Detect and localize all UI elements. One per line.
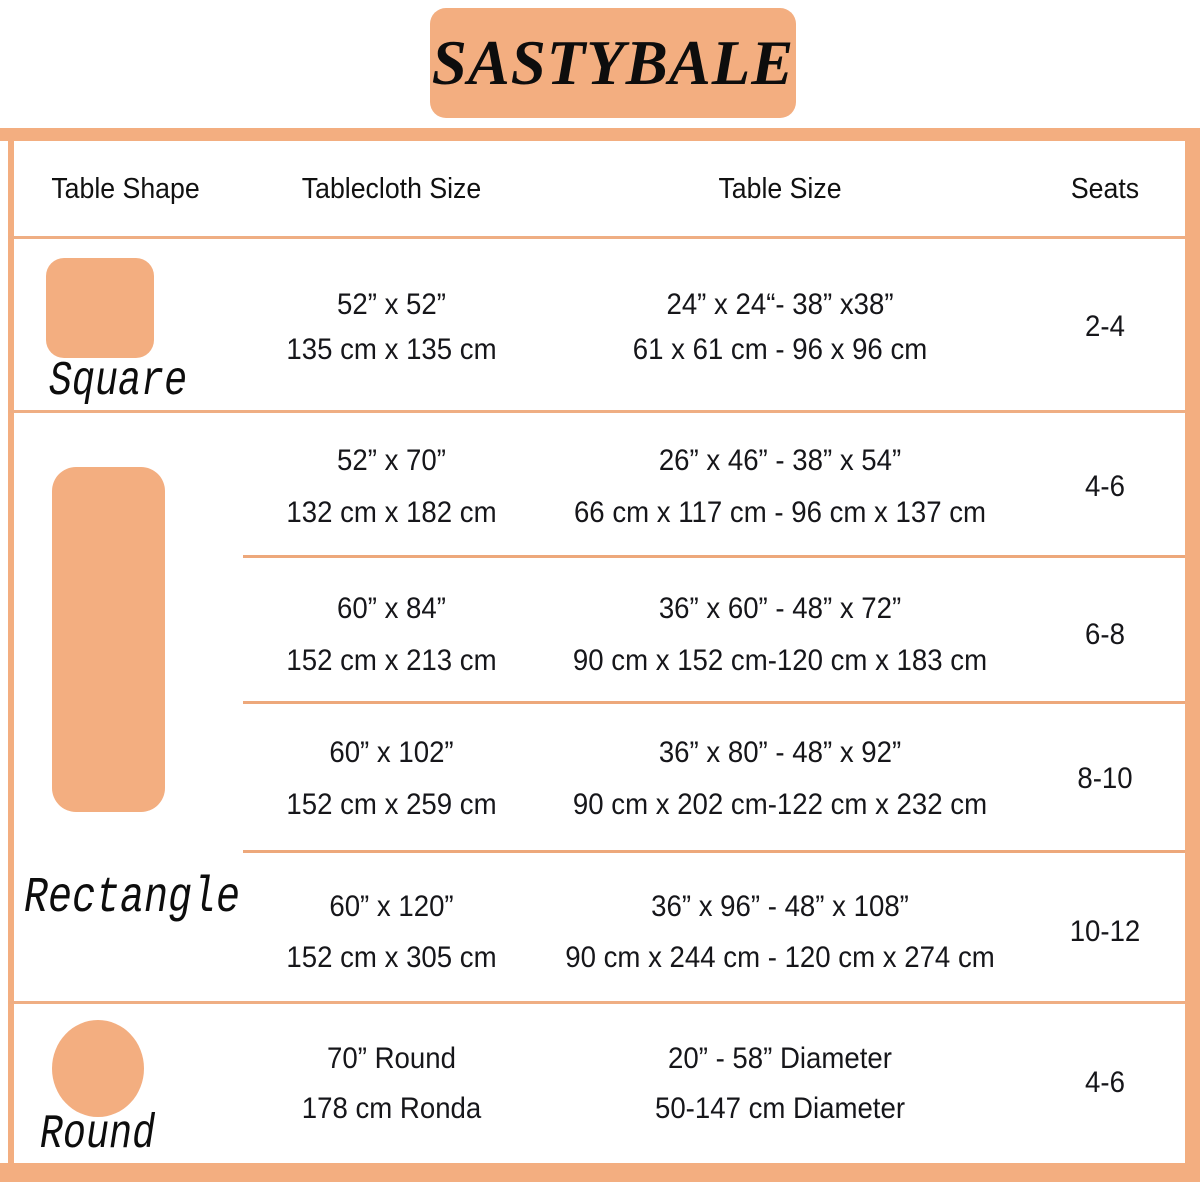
rect1-cloth-inches: 52” x 70” <box>337 444 446 477</box>
round-seats: 4-6 <box>1085 1066 1125 1099</box>
rect1-cloth-cm: 132 cm x 182 cm <box>286 496 497 529</box>
table-border-left <box>8 141 14 1166</box>
square-table-cm: 61 x 61 cm - 96 x 96 cm <box>632 333 928 366</box>
rect1-table-inches: 26” x 46” - 38” x 54” <box>658 444 902 477</box>
square-cloth-inches: 52” x 52” <box>337 288 446 321</box>
table-border-bottom <box>0 1163 1200 1182</box>
rect2-cloth-inches: 60” x 84” <box>337 592 446 625</box>
row-separator <box>8 1001 1185 1004</box>
rectangle-shape-icon <box>52 467 165 812</box>
rect4-cloth-cm: 152 cm x 305 cm <box>286 941 497 974</box>
rect3-cloth-inches: 60” x 102” <box>329 736 454 769</box>
round-cloth-inches: 70” Round <box>327 1042 456 1075</box>
rect4-table-inches: 36” x 96” - 48” x 108” <box>651 890 909 923</box>
rect4-cloth-inches: 60” x 120” <box>329 890 454 923</box>
sub-row-separator <box>243 555 1185 558</box>
round-cloth-cm: 178 cm Ronda <box>301 1092 482 1125</box>
rect2-cloth-cm: 152 cm x 213 cm <box>286 644 497 677</box>
round-table-inches: 20” - 58” Diameter <box>668 1042 892 1075</box>
rect3-seats: 8-10 <box>1077 762 1133 795</box>
rect4-seats: 10-12 <box>1069 915 1141 948</box>
header-separator <box>8 236 1185 239</box>
rect2-table-cm: 90 cm x 152 cm-120 cm x 183 cm <box>572 644 988 677</box>
rect1-table-cm: 66 cm x 117 cm - 96 cm x 137 cm <box>573 496 987 529</box>
brand-badge <box>430 8 796 118</box>
square-cloth-cm: 135 cm x 135 cm <box>286 333 497 366</box>
rect3-table-inches: 36” x 80” - 48” x 92” <box>658 736 902 769</box>
row-separator <box>8 410 1185 413</box>
header-table-size: Table Size <box>718 173 842 205</box>
sub-row-separator <box>243 701 1185 704</box>
header-table-shape: Table Shape <box>51 173 200 205</box>
sub-row-separator <box>243 850 1185 853</box>
round-shape-label: Round <box>39 1108 156 1162</box>
square-table-inches: 24” x 24“- 38” x38” <box>666 288 894 321</box>
rect2-table-inches: 36” x 60” - 48” x 72” <box>658 592 902 625</box>
header-tablecloth-size: Tablecloth Size <box>301 173 482 205</box>
header-seats: Seats <box>1070 173 1140 205</box>
round-table-cm: 50-147 cm Diameter <box>654 1092 906 1125</box>
rectangle-shape-label: Rectangle <box>24 870 241 927</box>
table-border-right <box>1185 141 1200 1166</box>
square-shape-icon <box>46 258 154 358</box>
rect4-table-cm: 90 cm x 244 cm - 120 cm x 274 cm <box>565 941 995 974</box>
rect1-seats: 4-6 <box>1085 470 1125 503</box>
rect3-cloth-cm: 152 cm x 259 cm <box>286 788 497 821</box>
table-border-top <box>0 128 1200 141</box>
brand-title: SASTYBALE <box>431 27 795 98</box>
round-shape-icon <box>52 1020 144 1117</box>
square-shape-label: Square <box>48 355 188 409</box>
square-seats: 2-4 <box>1085 310 1125 343</box>
rect3-table-cm: 90 cm x 202 cm-122 cm x 232 cm <box>572 788 988 821</box>
rect2-seats: 6-8 <box>1085 618 1125 651</box>
